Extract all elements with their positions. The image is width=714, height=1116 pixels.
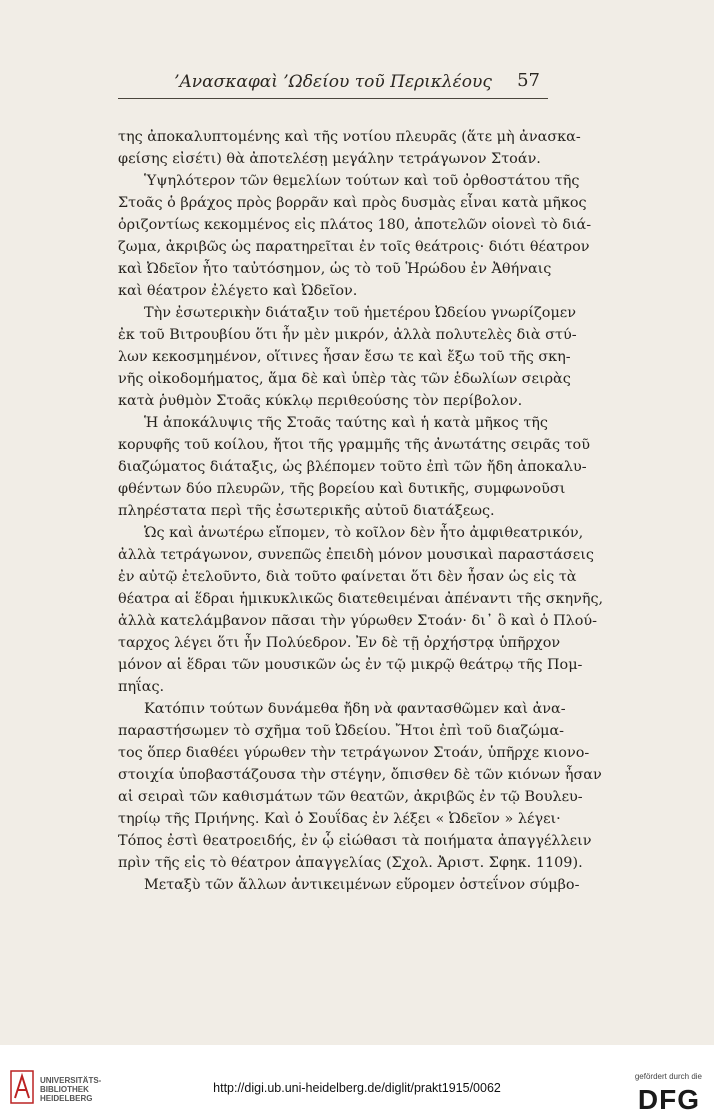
text-line: φθέντων δύο πλευρῶν, τῆς βορείου καὶ δυτικῆς, συμφωνοῦσι [118,481,566,497]
text-line: μόνον αἱ ἕδραι τῶν μουσικῶν ὡς ἐν τῷ μικρῷ θεάτρῳ τῆς Πομ- [118,657,583,673]
funding-note: gefördert durch die [634,1072,702,1081]
page-number: 57 [517,70,540,91]
text-line: καὶ Ὠδεῖον ἦτο ταὐτόσημον, ὡς τὸ τοῦ Ἡρώδου ἐν Ἀθήναις [118,261,552,277]
text-line: ἀλλὰ κατελάμβανον πᾶσαι τὴν γύρωθεν Στοάν· δι᾽ ὃ καὶ ὁ Πλού- [118,613,598,629]
text-line: φείσης εἰσέτι) θὰ ἀποτελέσῃ μεγάλην τετράγωνον Στοάν. [118,151,541,167]
text-line: Ὡς καὶ ἀνωτέρω εἴπομεν, τὸ κοῖλον δὲν ἦτο ἀμφιθεατρικόν, [144,525,584,541]
text-line: τηρίῳ τῆς Πριήνης. Καὶ ὁ Σουΐδας ἐν λέξει « Ὠδεῖον » λέγει· [118,811,561,827]
text-line: παραστήσωμεν τὸ σχῆμα τοῦ Ὠδείου. Ἤτοι ἐπὶ τοῦ διαζώμα- [118,723,565,739]
body-text [118,126,604,896]
text-line: κατὰ ῥυθμὸν Στοᾶς κύκλῳ περιθεούσης τὸν περίβολον. [118,393,523,409]
text-line: ὁριζοντίως κεκομμένος εἰς πλάτος 180, ἀποτελῶν οἱονεὶ τὸ διά- [118,217,592,233]
text-line: τος ὅπερ διαθέει γύρωθεν τὴν τετράγωνον Στοάν, ὑπῆρχε κιονο- [118,745,590,761]
library-line: UNIVERSITÄTS- [40,1076,102,1085]
dfg-logo: DFG [637,1084,700,1115]
library-line: HEIDELBERG [40,1094,93,1103]
text-line: της ἀποκαλυπτομένης καὶ τῆς νοτίου πλευρᾶς (ἅτε μὴ ἀνασκα- [118,129,581,145]
text-line: κορυφῆς τοῦ κοίλου, ἤτοι τῆς γραμμῆς τῆς ἀνωτάτης σειρᾶς τοῦ [118,437,590,453]
library-line: BIBLIOTHEK [40,1085,89,1094]
text-line: ἐν αὐτῷ ἐτελοῦντο, διὰ τοῦτο φαίνεται ὅτι δὲν ἦσαν ὡς εἰς τὰ [118,569,577,585]
text-line: Κατόπιν τούτων δυνάμεθα ἤδη νὰ φαντασθῶμεν καὶ ἀνα- [144,701,566,717]
header-rule [118,98,548,99]
permalink-url[interactable]: http://digi.ub.uni-heidelberg.de/diglit/prakt1915/0062 [213,1081,501,1095]
text-line: ζωμα, ἀκριβῶς ὡς παρατηρεῖται ἐν τοῖς θεάτροις· διότι θέατρον [118,239,590,255]
text-line: Ἡ ἀποκάλυψις τῆς Στοᾶς ταύτης καὶ ἡ κατὰ μῆκος τῆς [144,415,548,431]
text-line: διαζώματος διάταξις, ὡς βλέπομεν τοῦτο ἐπὶ τῶν ἤδη ἀποκαλυ- [118,459,587,475]
running-title: ’Ανασκαφαὶ ’Ωδείου τοῦ Περικλέους [174,72,492,92]
text-line: Τόπος ἐστὶ θεατροειδής, ἐν ᾧ εἰώθασι τὰ ποιήματα ἀπαγγέλλειν [118,833,592,849]
text-line: νῆς οἰκοδομήματος, ἅμα δὲ καὶ ὑπὲρ τὰς τῶν ἑδωλίων σειρὰς [118,371,571,387]
text-line: πρὶν τῆς εἰς τὸ θέατρον ἀπαγγελίας (Σχολ. Ἀριστ. Σφηκ. 1109). [118,855,583,871]
text-line: θέατρα αἱ ἕδραι ἡμικυκλικῶς διατεθειμέναι ἀπέναντι τῆς σκηνῆς, [118,591,604,607]
text-line: ταρχος λέγει ὅτι ἦν Πολύεδρον. Ἐν δὲ τῇ ὀρχήστρᾳ ὑπῆρχον [118,635,561,651]
text-line: πληρέστατα περὶ τῆς ἐσωτερικῆς αὐτοῦ διατάξεως. [118,503,495,519]
text-line: Τὴν ἐσωτερικὴν διάταξιν τοῦ ἡμετέρου Ὠδείου γνωρίζομεν [144,305,577,321]
running-header [118,70,548,94]
text-line: Στοᾶς ὁ βράχος πρὸς βορρᾶν καὶ πρὸς δυσμὰς εἶναι κατὰ μῆκος [118,195,587,211]
text-line: ἀλλὰ τετράγωνον, συνεπῶς ἐπειδὴ μόνον μουσικαὶ παραστάσεις [118,547,594,563]
text-line: Ὑψηλότερον τῶν θεμελίων τούτων καὶ τοῦ ὀρθοστάτου τῆς [144,173,580,189]
text-line: πηΐας. [118,679,165,695]
text-line: καὶ θέατρον ἐλέγετο καὶ Ὠδεῖον. [118,283,358,299]
text-line: Μεταξὺ τῶν ἄλλων ἀντικειμένων εὕρομεν ὀστεΐνον σύμβο- [144,877,580,893]
text-line: στοιχία ὑποβαστάζουσα τὴν στέγην, ὄπισθεν δὲ τῶν κιόνων ἦσαν [118,767,602,783]
text-line: αἱ σειραὶ τῶν καθισμάτων τῶν θεατῶν, ἀκριβῶς ἐν τῷ Βουλευ- [118,789,583,805]
text-line: λων κεκοσμημένον, οἵτινες ἦσαν ἔσω τε καὶ ἔξω τοῦ τῆς σκη- [118,349,571,365]
text-line: ἐκ τοῦ Βιτρουβίου ὅτι ἦν μὲν μικρόν, ἀλλὰ πολυτελὲς διὰ στύ- [118,327,577,343]
